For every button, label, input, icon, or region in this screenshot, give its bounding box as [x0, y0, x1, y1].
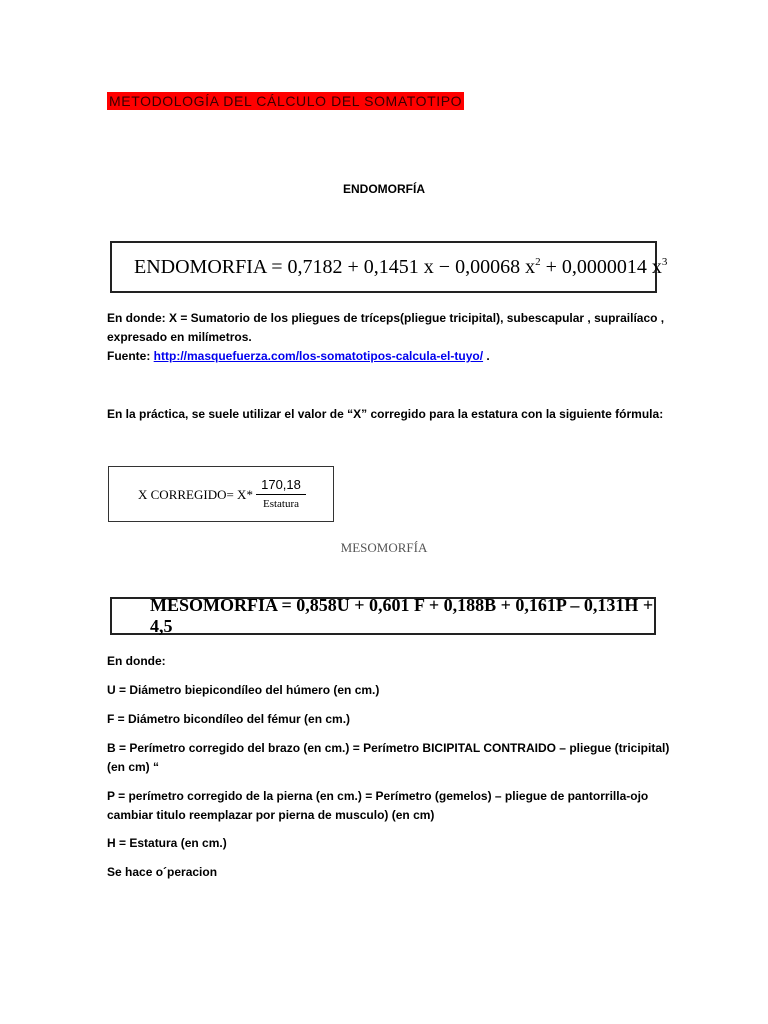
endomorphy-formula: [134, 256, 667, 279]
exponent-3: 3: [661, 255, 668, 268]
definition-p-line-2: cambiar titulo reemplazar por pierna de musculo) (en cm): [107, 808, 435, 822]
definition-b-line-1: B = Perímetro corregido del brazo (en cm.) = Perímetro BICIPITAL CONTRAIDO – pliegue (tricipital): [107, 741, 670, 755]
description-line-2: expresado en milímetros.: [107, 330, 252, 344]
x-corrected-label: X CORREGIDO= X*: [138, 487, 253, 502]
source-end: .: [483, 349, 490, 363]
definition-f: F = Diámetro bicondíleo del fémur (en cm.): [107, 712, 351, 726]
practice-note: En la práctica, se suele utilizar el valor de “X” corregido para la estatura con la siguiente fórmula:: [107, 407, 664, 421]
operation-note: Se hace o´peracion: [107, 865, 218, 879]
definition-b-line-2: (en cm) “: [107, 760, 160, 774]
definition-b: [107, 739, 707, 777]
mesomorphy-formula: MESOMORFIA = 0,858U + 0,601 F + 0,188B + 0,161P – 0,131H + 4,5: [150, 595, 654, 636]
mesomorphy-heading: MESOMORFÍA: [340, 540, 428, 555]
definition-p-line-1: P = perímetro corregido de la pierna (en cm.) = Perímetro (gemelos) – pliegue de pantorrilla-ojo: [107, 789, 649, 803]
source-link[interactable]: http://masquefuerza.com/los-somatotipos-calcula-el-tuyo/: [153, 349, 484, 363]
endomorphy-formula-box: [110, 241, 668, 293]
description-line-1: En donde: X = Sumatorio de los pliegues de tríceps(pliegue tricipital), subescapular , suprailíaco ,: [107, 311, 665, 325]
mesomorphy-formula-box: [110, 597, 656, 635]
definition-p: [107, 787, 707, 825]
fraction-bar: [256, 494, 306, 495]
mesomorphy-where: En donde:: [107, 654, 166, 668]
endomorphy-formula-part2: + 0,0000014 x: [540, 255, 662, 278]
fraction-denominator: Estatura: [262, 498, 300, 510]
definition-h: H = Estatura (en cm.): [107, 836, 227, 850]
endomorphy-heading: ENDOMORFÍA: [343, 182, 425, 196]
document-title: METODOLOGÍA DEL CÁLCULO DEL SOMATOTIPO: [109, 93, 463, 109]
x-corrected-formula-box: [108, 466, 334, 522]
fraction: [256, 477, 306, 510]
endomorphy-description: [107, 309, 667, 366]
source-label: Fuente:: [107, 349, 154, 363]
source-line: [107, 347, 667, 366]
definition-u: U = Diámetro biepicondíleo del húmero (en cm.): [107, 683, 380, 697]
endomorphy-formula-part1: ENDOMORFIA = 0,7182 + 0,1451 x − 0,00068 x: [134, 255, 536, 278]
exponent-2: 2: [535, 255, 541, 268]
fraction-numerator: 170,18: [261, 477, 301, 492]
